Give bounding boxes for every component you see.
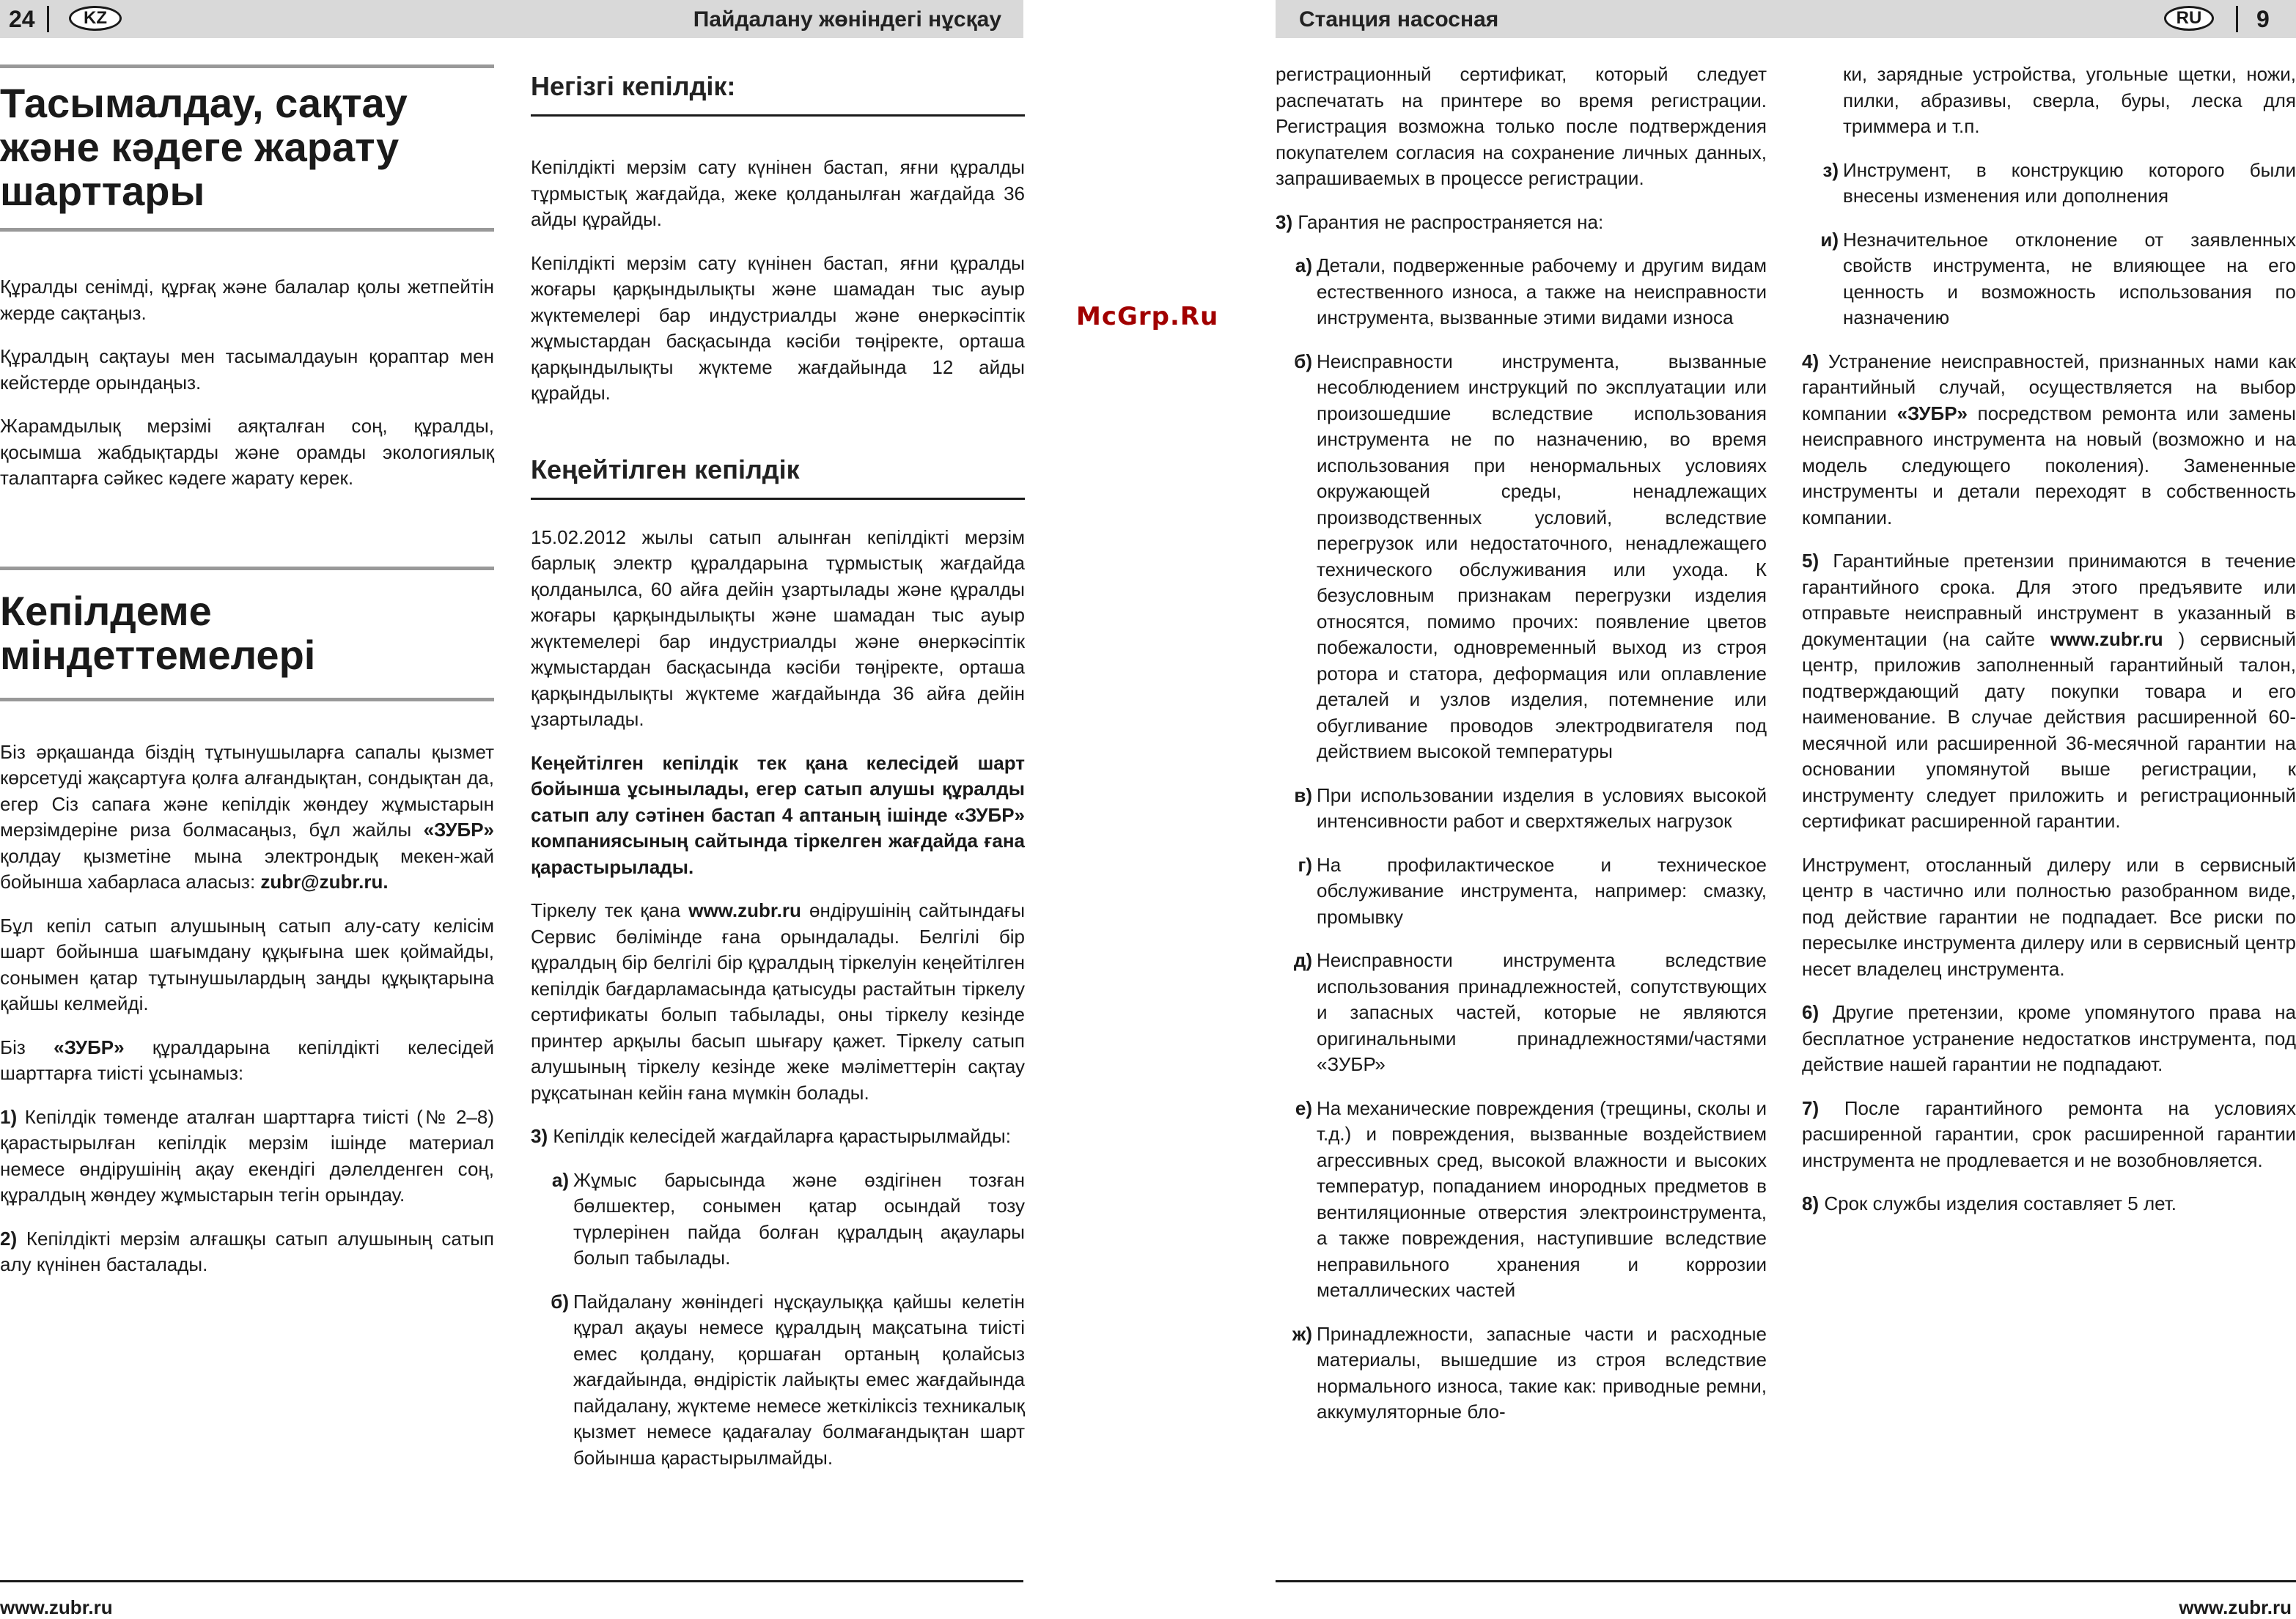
contact-email: zubr@zubr.ru. <box>260 871 389 893</box>
exclusion-item: б) Пайдалану жөніндегі нұсқаулыққа қайшы келетін құрал ақауы немесе құралдың мақсатына тиісті емес қолдану, қоршаған ортаның қолайсыз жағдайында, өндірістік лайықты емес жағдайында пайдалану, жүктеме немесе жеткіліксіз техникалық қызмет немесе қадағалау болмағандықтан шарт бойынша қарастырылмайды. <box>551 1290 1025 1469</box>
warranty-item-1: 1) Кепілдік төменде аталған шарттарға тиісті (№ 2–8) қарастырылған кепілдік мерзім ішінде материал немесе өндірушінің ақау екендігі дәлелденген соң, құралдың жөндеу жұмыстарын тегін орындау. <box>0 1105 494 1206</box>
left-column-1 <box>0 64 494 1296</box>
right-column-1 <box>1276 62 1767 1443</box>
exclusion-item: е) На механические повреждения (трещины, сколы и т.д.) и повреждения, вызванные воздействием агрессивных сред, высокой влажности и высоких температур, попаданием инородных предметов в вентиляционные отверстия электроинструмента, а также повреждения, наступившие вследствие неправильного хранения и коррозии металлических частей <box>1295 1096 1767 1301</box>
exclusion-item: г) На профилактическое и техническое обслуживание инструмента, например: смазку, промывку <box>1298 853 1767 928</box>
exclusion-item: а) Детали, подверженные рабочему и другим видам естественного износа, а также на неисправности инструмента, вызванные этими видами износа <box>1295 254 1767 328</box>
section-rule <box>0 228 494 232</box>
heading-rule <box>531 114 1025 117</box>
watermark: McGrp.Ru <box>1076 302 1219 331</box>
ru-warranty-item-6: 6) Другие претензии, кроме упомянутого права на бесплатное устранение недостатков инструмента, под действие нашей гарантии не подпадают. <box>1802 1001 2296 1075</box>
left-footer-url: www.zubr.ru <box>0 1596 113 1618</box>
left-page-number: 24 <box>9 6 35 32</box>
registration-paragraph: регистрационный сертификат, который следует распечатать на принтере во время регистрации. Регистрация возможна только после подтверждения покупателем согласия на сохранение личных данных, запрашиваемых в процессе регистрации. <box>1276 63 1767 189</box>
warranty-paragraph: Біз әрқашанда біздің тұтынушыларға сапалы қызмет көрсетуді жақсартуға қолға алғандықтан, сондықтан да, егер Сіз сапаға және кепілдік жөндеу жұмыстарын мерзімдеріне риза болмасаңыз, бұл жайлы «ЗУБР» қолдау қызметіне мына электрондық мекен-жай бойынша хабарласа аласыз: zubr@zubr.ru. <box>0 740 494 893</box>
storage-section-title <box>0 81 494 213</box>
warranty-item-2: 2) Кепілдікті мерзім алғашқы сатып алушының сатып алу күнінен басталады. <box>0 1227 494 1275</box>
storage-paragraph: Құралдың сақтауы мен тасымалдауын қораптар мен кейстерде орындаңыз. <box>0 345 494 394</box>
extended-warranty-paragraph: 15.02.2012 жылы сатып алынған кепілдікті мерзім барлық электр құралдарына тұрмыстық жағдайда қолданылса, 60 айға дейін ұзартылады және құралды жоғары қарқындылықты және шамадан тыс ауыр жүктемелері бар индустриалды және өнеркәсіптік жұмыстардан басқасында кәсіби төңіректе, орташа қарқындылықты жүктеме жағдайында 36 айға дейін ұзартылады. <box>531 525 1025 730</box>
footer-rule <box>0 1580 1023 1582</box>
extended-warranty-title: Кеңейтілген кепілдік <box>531 454 800 484</box>
lang-badge-kz: KZ <box>69 6 122 31</box>
exclusion-item: ж) Принадлежности, запасные части и расходные материалы, вышедшие из строя вследствие нормального износа, такие как: приводные ремни, аккумуляторные бло- <box>1292 1322 1767 1423</box>
warranty-section-title <box>0 589 494 677</box>
ru-warranty-item-8: 8) Срок службы изделия составляет 5 лет. <box>1802 1192 2177 1214</box>
exclusion-item: а) Жұмыс барысында және өздігінен тозған бөлшектер, сонымен қатар осындай тозу түрлерінен пайда болған құралдың ақаулары болып табылады. <box>551 1168 1025 1269</box>
exclusion-item: з) Инструмент, в конструкцию которого были внесены изменения или дополнения <box>1822 158 2296 207</box>
section-rule <box>0 64 494 68</box>
right-footer-url: www.zubr.ru <box>2179 1596 2292 1618</box>
storage-paragraph: Құралды сенімді, құрғақ және балалар қолы жетпейтін жерде сақтаңыз. <box>0 276 494 324</box>
ru-warranty-item-4: 4) Устранение неисправностей, признанных нами как гарантийный случай, осуществляется на выбор компании «ЗУБР» посредством ремонта или замены неисправного инструмента на новый (возможно и на модель следующего поколения). Замененные инструменты и детали переходят в собственность компании. <box>1802 350 2296 528</box>
exclusion-item: д) Неисправности инструмента вследствие использования принадлежностей, сопутствующих и запасных частей, которые не являются оригинальными принадлежностями/частями «ЗУБР» <box>1293 949 1767 1075</box>
ru-warranty-item-5: 5) Гарантийные претензии принимаются в течение гарантийного срока. Для этого предъявите или отправьте неисправный инструмент в указанный в документации (на сайте www.zubr.ru ) сервисный центр, приложив заполненный гарантийный талон, подтверждающий дату покупки товара и его наименование. В случае действия расширенной 60-месячной или расширенной 36-месячной гарантии на основании упомянутой выше регистрации, к инструменту следует приложить и регистрационный сертификат расширенной гарантии. <box>1802 550 2296 832</box>
exclusion-item: б) Неисправности инструмента, вызванные несоблюдением инструкций по эксплуатации или произошедшие вследствие использования инструмента не по назначению, во время использования при ненормальных условиях окружающей среды, ненадлежащих производственных условий, вследствие перегрузок или недостаточного, ненадлежащего технического обслуживания или ухода. К безусловным признакам перегрузки изделия относятся, помимо прочих: появление цветов побежалости, одновременный выход из строя ротора и статора, деформация или оплавление деталей и узлов изделия, потемнение или обугливание проводов электродвигателя под действием высокой температуры <box>1294 350 1767 762</box>
left-header-bar <box>0 0 1023 38</box>
title-line: Тасымалдау, сақтау <box>0 80 408 126</box>
right-header-bar <box>1276 0 2296 38</box>
extended-warranty-paragraph: Тіркелу тек қана www.zubr.ru өндірушінің сайтындағы Сервис бөлімінде ғана орындалады. Белгілі бір құралдың бір белгілі бір құралдың тіркелуін кеңейтілген кепілдік бағдарламасында қатысуды растайтын тіркелу сертификаты болып табылады, оны тіркелу кезінде принтер арқылы басып шығару қажет. Тіркелу сатып алушының тіркелу кезінде жеке мәліметтерін сақтау рұқсатынан кейін ғана мүмкін болады. <box>531 899 1026 1104</box>
ru-warranty-item-3: 3) Гарантия не распространяется на: <box>1276 210 1604 233</box>
title-line: және кәдеге жарату <box>0 124 400 170</box>
header-separator <box>2236 6 2238 32</box>
right-page-number: 9 <box>2256 6 2270 32</box>
left-header-title: Пайдалану жөніндегі нұсқау <box>693 7 1001 32</box>
warranty-paragraph: Бұл кепіл сатып алушының сатып алу-сату келісім шарт бойынша шағымдану құқығына шек қоймайды, сонымен қатар тұтынушылардың заңды құқықтарына қайшы келмейді. <box>0 914 494 1014</box>
lang-badge-ru: RU <box>2164 6 2214 31</box>
section-rule <box>0 567 494 570</box>
ru-warranty-item-7: 7) После гарантийного ремонта на условиях расширенной гарантии, срок расширенной гарантии инструмента не продлевается и не возобновляется. <box>1802 1096 2296 1171</box>
storage-paragraph: Жарамдылық мерзімі аяқталған соң, құралды, қосымша жабдықтарды және орамды экологиялық талаптарға сәйкес кәдеге жарату керек. <box>0 415 494 489</box>
left-column-2 <box>531 70 1025 1489</box>
dealer-paragraph: Инструмент, отосланный дилеру или в сервисный центр в частично или полностью разобранном виде, под действие гарантии не подпадает. Все риски по пересылке инструмента дилеру или в сервисный центр несет владелец инструмента. <box>1802 853 2296 980</box>
title-line: Кепілдеме <box>0 587 212 634</box>
section-rule <box>0 698 494 701</box>
title-line: міндеттемелері <box>0 631 316 678</box>
header-separator <box>47 6 49 32</box>
basic-warranty-title: Негізгі кепілдік: <box>531 71 736 101</box>
extended-warranty-condition: Кеңейтілген кепілдік тек қана келесідей шарт бойынша ұсынылады, егер сатып алушы құралды сатып алу сәтінен бастап 4 аптаның ішінде «ЗУБР» компаниясының сайтында тіркелген жағдайда ғана қарастырылады. <box>531 751 1025 878</box>
footer-rule <box>1276 1580 2296 1582</box>
exclusion-item: и) Незначительное отклонение от заявленных свойств инструмента, не влияющее на его ценность и возможность использования по назначению <box>1820 228 2296 328</box>
title-line: шарттары <box>0 168 205 214</box>
extended-warranty-item-3: 3) Кепілдік келесідей жағдайларға қарастырылмайды: <box>531 1125 1011 1147</box>
basic-warranty-paragraph: Кепілдікті мерзім сату күнінен бастап, яғни құралды жоғары қарқындылықты және шамадан тыс ауыр жүктемелері бар индустриалды және өнеркәсіптік жұмыстардан басқасында кәсіби төңіректе, орташа қарқындылықты жүктеме жағдайында 12 айды құрайды. <box>531 251 1025 404</box>
heading-rule <box>531 498 1025 500</box>
warranty-paragraph: Біз «ЗУБР» құралдарына кепілдікті келесідей шарттарға тиісті ұсынамыз: <box>0 1036 495 1084</box>
exclusion-continuation: ки, зарядные устройства, угольные щетки, ножи, пилки, абразивы, сверла, буры, леска для триммера и т.п. <box>1843 63 2296 137</box>
basic-warranty-paragraph: Кепілдікті мерзім сату күнінен бастап, яғни құралды тұрмыстық жағдайда, жеке қолданылған жағдайда 36 айды құрайды. <box>531 156 1025 230</box>
right-header-title: Станция насосная <box>1299 7 1499 32</box>
right-column-2 <box>1802 62 2296 1235</box>
exclusion-item: в) При использовании изделия в условиях высокой интенсивности работ и сверхтяжелых нагрузок <box>1294 783 1767 832</box>
